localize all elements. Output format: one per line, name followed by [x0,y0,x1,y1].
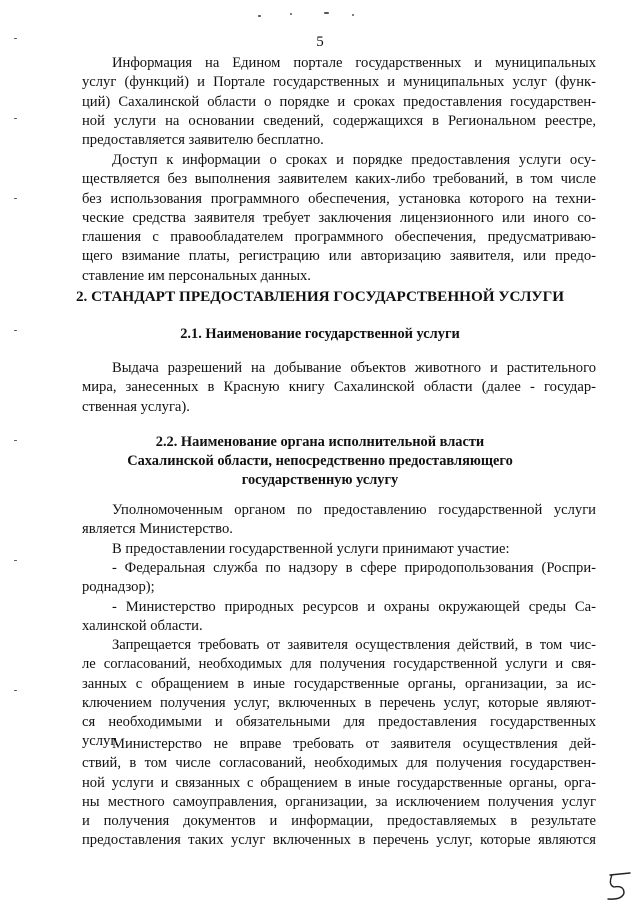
scan-speck [14,560,17,561]
text-line: Запрещается требовать от заявителя осуществления действий, в том чис- [112,637,596,653]
list-item-ministry [82,598,596,637]
handwritten-page-mark [600,871,634,901]
text-line: ществляется без выполнения заявителем каких-либо требований, в том числе [82,171,596,188]
page-number: 5 [316,34,324,50]
text-line: ставление им персональных данных. [82,267,311,284]
subsection-heading-2-1: 2.1. Наименование государственной услуги [180,326,460,342]
scan-speck [290,13,292,15]
paragraph-ministry-restriction [82,735,596,851]
text-line: Информация на Едином портале государственных и муниципальных [112,55,596,71]
heading-line: 2.2. Наименование органа исполнительной власти [155,434,485,450]
section-heading: 2. СТАНДАРТ ПРЕДОСТАВЛЕНИЯ ГОСУДАРСТВЕННОЙ УСЛУГИ [75,288,565,305]
text-line: глашения с правообладателем программного обеспечения, предусматриваю- [82,229,596,246]
scan-speck [352,14,354,16]
text-line: ческие средства заявителя требует заключения лицензионного или иного со- [82,209,596,226]
text-line: халинской области. [82,618,203,635]
text-line: ной услуги и связанных с обращением в иные государственные органы, орга- [82,774,596,791]
text-line: В предоставлении государственной услуги принимают участие: [112,541,510,557]
text-line: - Министерство природных ресурсов и охраны окружающей среды Са- [112,599,596,615]
text-line: роднадзор); [82,579,155,596]
paragraph-service-name [82,359,596,417]
scan-speck [14,118,17,119]
scan-speck [14,690,17,691]
text-line: услуг. [82,733,119,750]
subsection-heading-2-2 [0,433,640,490]
text-line: Министерство не вправе требовать от заявителя осуществления дей- [112,736,596,752]
text-line: ны местного самоуправления, организации, за исключением получения услуг [82,793,596,810]
text-line: Уполномоченным органом по предоставлению государственной услуги [112,502,596,518]
text-line: ле согласований, необходимых для получения государственной услуги и свя- [82,656,596,673]
scan-speck [258,15,261,17]
text-line: щего взимание платы, регистрацию или авторизацию заявителя, или предо- [82,248,596,265]
text-line: предоставляется заявителю бесплатно. [82,132,324,149]
heading-line: Сахалинской области, непосредственно предоставляющего [127,453,513,469]
text-line: предоставления таких услуг включенных в перечень услуг, которые являются [82,832,596,849]
text-line: ся необходимыми и обязательными для предоставления государственных [82,714,596,731]
text-line: без использования программного обеспечения, установка которого на техни- [82,190,596,207]
paragraph-info-portal [82,54,596,150]
heading-line: государственную услугу [241,472,399,488]
scan-speck [324,12,329,14]
text-line: является Министерство. [82,521,233,538]
text-line: - Федеральная служба по надзору в сфере природопользования (Роспри- [112,560,596,576]
text-line: ключением получения услуг, включенных в перечень услуг, которые являют- [82,694,596,711]
text-line: ной услуги на основании сведений, содержащихся в Региональном реестре, [82,112,596,129]
paragraph-access-info [82,151,596,286]
text-line: услуг (функций) и Портале государственных и муниципальных услуг (функ- [82,74,596,91]
scan-speck [14,198,17,199]
text-line: ствий, в том числе согласований, необходимых для получения государствен- [82,755,596,772]
text-line: Доступ к информации о сроках и порядке предоставления услуги осу- [112,152,596,168]
text-line: ций) Сахалинской области о порядке и сроках предоставления государствен- [82,93,596,110]
text-line: ственная услуга). [82,398,190,415]
text-line: мира, занесенных в Красную книгу Сахалинской области (далее - государ- [82,379,596,396]
text-line: занных с обращением в иные государственные органы, организации, за ис- [82,675,596,692]
paragraph-authority [82,501,596,540]
text-line: и получения документов и информации, предоставляемых в результате [82,813,596,830]
list-item-rosprirodnadzor [82,559,596,598]
paragraph-participants [82,540,596,559]
text-line: Выдача разрешений на добывание объектов животного и растительного [112,360,596,376]
